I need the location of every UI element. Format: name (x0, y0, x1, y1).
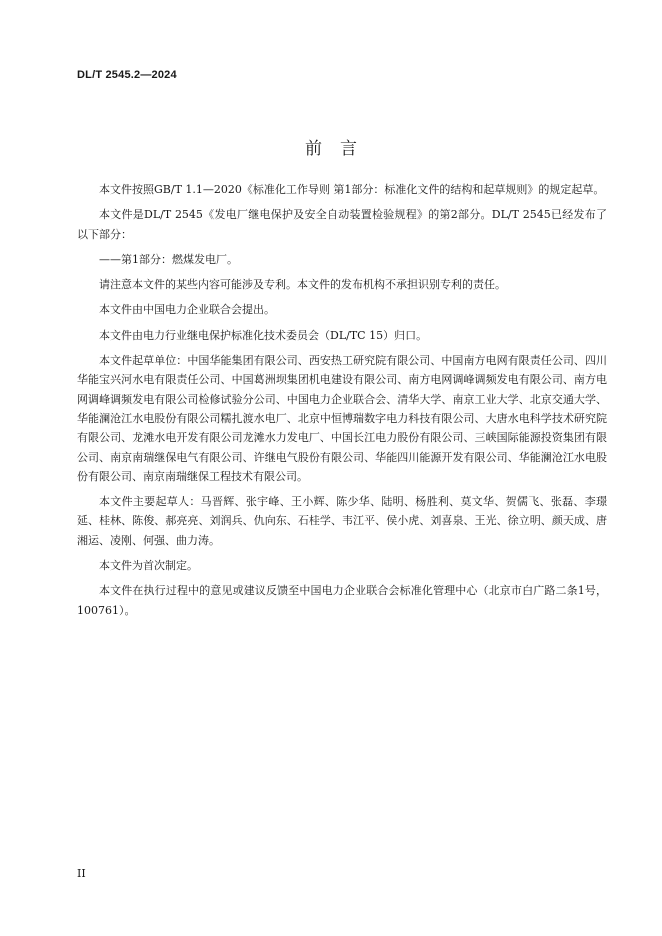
page-number: II (77, 867, 86, 880)
paragraph-administrator: 本文件由电力行业继电保护标准化技术委员会（DL/TC 15）归口。 (99, 328, 428, 342)
paragraph-drafters: 本文件主要起草人：马晋辉、张宇峰、王小辉、陈少华、陆明、杨胜利、莫文华、贺儒飞、张磊、李璟延、桂林、陈俊、郝亮亮、刘润兵、仇向东、石桂学、韦江平、侯小虎、刘喜泉、王光、徐立明、颜天成、唐湘运、凌刚、何强、曲力涛。 (77, 495, 607, 547)
paragraph-drafting-units: 本文件起草单位：中国华能集团有限公司、西安热工研究院有限公司、中国南方电网有限责任公司、四川华能宝兴河水电有限责任公司、中国葛洲坝集团机电建设有限公司、南方电网调峰调频发电有限公司、南方电网调峰调频发电有限公司检修试验分公司、中国电力企业联合会、清华大学、南京工业大学、北京交通大学、华能澜沧江水电股份有限公司糯扎渡水电厂、北京中恒博瑞数字电力科技有限公司、大唐水电科学技术研究院有限公司、龙滩水电开发有限公司龙滩水力发电厂、中国长江电力股份有限公司、三峡国际能源投资集团有限公司、南京南瑞继保电气有限公司、许继电气股份有限公司、华能四川能源开发有限公司、华能澜沧江水电股份有限公司、南京南瑞继保工程技术有限公司。 (77, 354, 607, 483)
paragraph-patent-notice: 请注意本文件的某些内容可能涉及专利。本文件的发布机构不承担识别专利的责任。 (99, 278, 506, 292)
document-number: DL/T 2545.2—2024 (77, 69, 177, 81)
paragraph-part-statement: 本文件是DL/T 2545《发电厂继电保护及安全自动装置检验规程》的第2部分。DL/T 2545已经发布了以下部分： (77, 208, 607, 241)
paragraph-part-list: ——第1部分：燃煤发电厂。 (99, 252, 238, 266)
page-title: 前言 (305, 139, 375, 159)
paragraph-drafting-basis: 本文件按照GB/T 1.1—2020《标准化工作导则 第1部分：标准化文件的结构和起草规则》的规定起草。 (99, 183, 605, 196)
paragraph-first-edition: 本文件为首次制定。 (99, 559, 198, 573)
paragraph-feedback: 本文件在执行过程中的意见或建议反馈至中国电力企业联合会标准化管理中心（北京市白广路二条1号，100761）。 (77, 584, 607, 617)
document-body (77, 180, 607, 626)
paragraph-proposer: 本文件由中国电力企业联合会提出。 (99, 303, 275, 317)
